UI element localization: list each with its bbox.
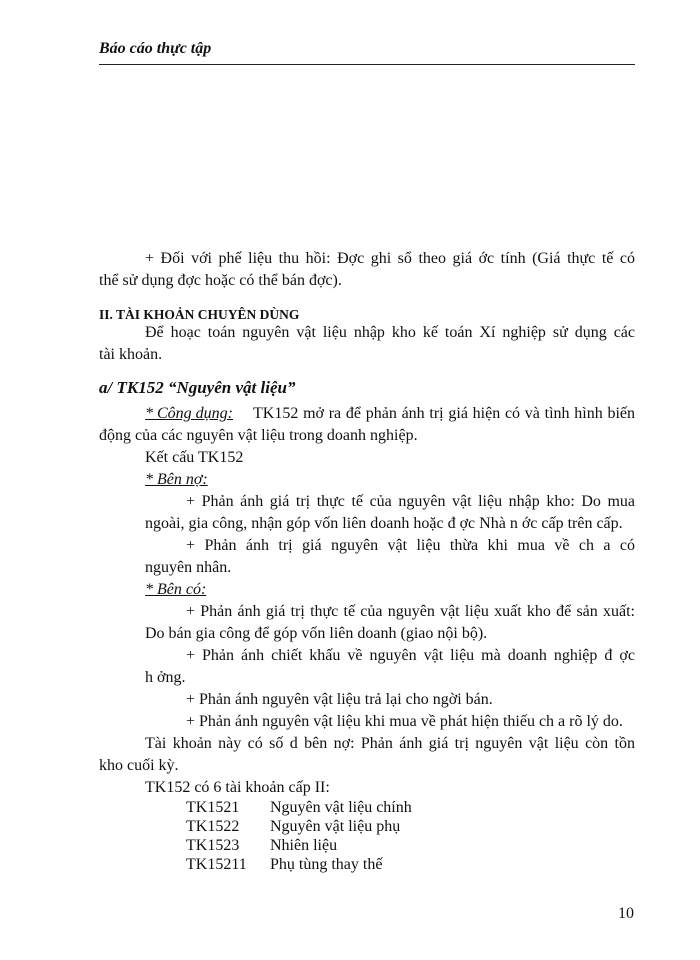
- credit-item-3: + Phản ánh nguyên vật liệu trả lại cho ngời bán.: [186, 691, 493, 708]
- debit-item-1-line-1: + Phản ánh giá trị thực tế của nguyên vật liệu nhập kho: Do mua: [186, 493, 635, 510]
- debit-label-text: * Bên nợ:: [145, 471, 208, 488]
- usage-line-1: TK152 mở ra để phản ánh trị giá hiện có và tình hình biến: [253, 405, 635, 422]
- structure-heading: Kết cấu TK152: [145, 449, 244, 466]
- debit-label: [145, 470, 208, 490]
- usage-label-text: * Công dụng:: [145, 405, 233, 422]
- sub-heading-tk152: a/ TK152 “Nguyên vật liệu”: [99, 378, 296, 397]
- credit-item-1-line-2: Do bán gia công để góp vốn liên doanh (giao nội bộ).: [145, 625, 488, 642]
- sub-accounts-intro: TK152 có 6 tài khoản cấp II:: [145, 779, 330, 796]
- sub-account-name: Nhiên liệu: [270, 837, 338, 854]
- credit-label-text: * Bên có:: [145, 581, 207, 598]
- usage-label: [145, 404, 233, 424]
- debit-item-2-line-2: nguyên nhân.: [145, 559, 232, 576]
- credit-item-4: + Phản ánh nguyên vật liệu khi mua về phát hiện thiếu ch a rõ lý do.: [186, 713, 623, 730]
- page-header-title: Báo cáo thực tập: [99, 40, 212, 57]
- sub-account-code: TK1523: [186, 837, 240, 854]
- debit-item-1-line-2: ngoài, gia công, nhận góp vốn liên doanh hoặc đ ợc Nhà n ớc cấp trên cấp.: [145, 515, 623, 532]
- credit-item-2-line-2: h ởng.: [145, 669, 186, 686]
- sub-account-code: TK15211: [186, 856, 247, 873]
- sub-account-name: Nguyên vật liệu chính: [270, 799, 412, 816]
- scrap-line-2: thể sử dụng đợc hoặc có thể bán đợc).: [99, 272, 342, 289]
- credit-item-1-line-1: + Phản ánh giá trị thực tế của nguyên vật liệu xuất kho để sản xuất:: [186, 603, 635, 620]
- page-number: 10: [618, 905, 634, 922]
- debit-item-2-line-1: + Phản ánh trị giá nguyên vật liệu thừa khi mua về ch a có: [186, 537, 635, 554]
- section-heading: II. TÀI KHOẢN CHUYÊN DÙNG: [99, 307, 300, 322]
- sub-account-name: Nguyên vật liệu phụ: [270, 818, 401, 835]
- sub-account-name: Phụ tùng thay thế: [270, 856, 383, 873]
- credit-item-2-line-1: + Phản ánh chiết khấu về nguyên vật liệu mà doanh nghiệp đ ợc: [186, 647, 635, 664]
- sub-account-code: TK1522: [186, 818, 240, 835]
- balance-line-2: kho cuối kỳ.: [99, 757, 179, 774]
- sub-account-code: TK1521: [186, 799, 240, 816]
- intro-line-1: Để hoạc toán nguyên vật liệu nhập kho kế toán Xí nghiệp sử dụng các: [145, 324, 635, 341]
- intro-line-2: tài khoản.: [99, 346, 163, 363]
- usage-line-2: động của các nguyên vật liệu trong doanh nghiệp.: [99, 427, 418, 444]
- credit-label: [145, 580, 206, 600]
- scrap-line-1: + Đối với phế liệu thu hồi: Đợc ghi sổ theo giá ớc tính (Giá thực tế có: [145, 250, 635, 267]
- header-divider: [99, 64, 635, 65]
- balance-line-1: Tài khoản này có số d bên nợ: Phản ánh giá trị nguyên vật liệu còn tồn: [145, 735, 635, 752]
